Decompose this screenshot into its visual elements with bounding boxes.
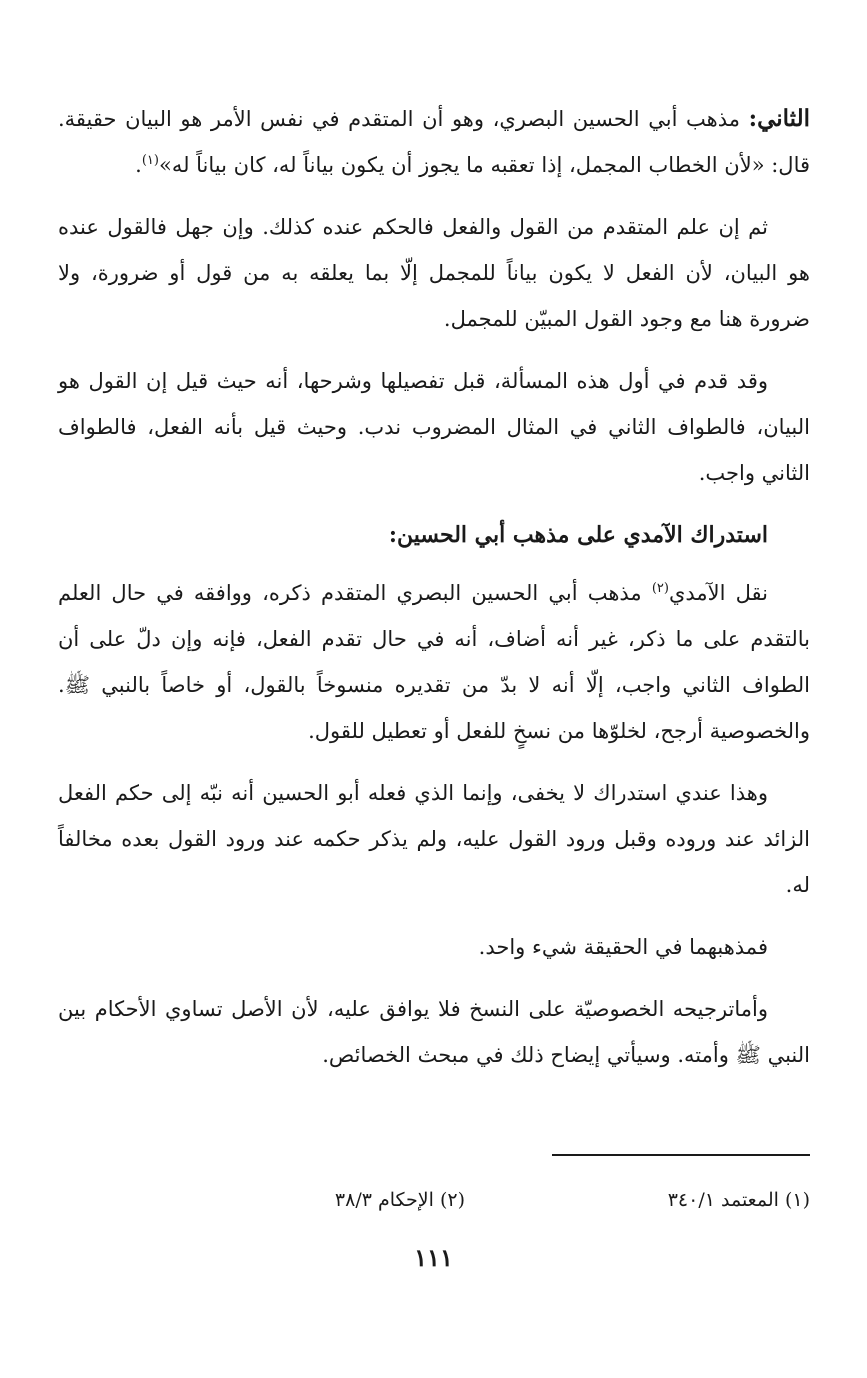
footnote-2: (٢) الإحكام ٣٨/٣ [334, 1189, 465, 1211]
footnote-separator [552, 1154, 810, 1156]
paragraph-earlier-statement: وقد قدم في أول هذه المسألة، قبل تفصيلها وشرحها، أنه حيث قيل إن القول هو البيان، فالطواف الثاني في المثال المضروب ندب. وحيث قيل بأنه الفعل، فالطواف الثاني واجب. [58, 369, 810, 485]
paragraph-amidi-report [58, 570, 810, 754]
page-number: ١١١ [414, 1243, 453, 1272]
section-heading: استدراك الآمدي على مذهب أبي الحسين: [388, 522, 768, 548]
footnote-marker-2: (٢) [651, 581, 669, 596]
paragraph-preference: وأماترجيحه الخصوصيّة على النسخ فلا يوافق عليه، لأن الأصل تساوي الأحكام بين النبي ﷺ وأمته. وسيأتي إيضاح ذلك في مبحث الخصائص. [58, 997, 810, 1067]
paragraph-abu-al-husayn-view [58, 96, 810, 188]
paragraph-conclusion: فمذهبهما في الحقيقة شيء واحد. [478, 935, 768, 959]
footnotes [58, 1180, 810, 1220]
main-text [58, 96, 810, 1094]
footnote-marker-1: (١) [141, 153, 159, 168]
paragraph-lead-word: الثاني: [748, 105, 810, 132]
paragraph-order-known: ثم إن علم المتقدم من القول والفعل فالحكم عنده كذلك. وإن جهل فالقول عنده هو البيان، لأن الفعل لا يكون بياناً للمجمل إلّا بما يعلقه به من قول أو ضرورة، ولا ضرورة هنا مع وجود القول المبيّن للمجمل. [58, 215, 810, 331]
paragraph-text: مذهب أبي الحسين البصري، وهو أن المتقدم في نفس الأمر هو البيان حقيقة. قال: «لأن الخطاب المجمل، إذا تعقبه ما يجوز أن يكون بياناً له، كان بياناً له» [58, 107, 810, 177]
paragraph-end-mark: . [135, 153, 142, 177]
paragraph-text: مذهب أبي الحسين البصري المتقدم ذكره، ووافقه في حال العلم بالتقدم على ما ذكر، غير أنه أضاف، أنه في حال تقدم الفعل، فإنه وإن دلّ على أن الطواف الثاني واجب، إلّا أنه لا بدّ من تقديره منسوخاً بالقول، أو خاصاً بالنبي ﷺ. والخصوصية أرجح، لخلوّها من نسخٍ للفعل أو تعطيل للقول. [58, 581, 810, 743]
paragraph-author-remark: وهذا عندي استدراك لا يخفى، وإنما الذي فعله أبو الحسين أنه نبّه إلى حكم الفعل الزائد عند وروده وقبل ورود القول عليه، ولم يذكر حكمه عند ورود القول بعده مخالفاً له. [58, 781, 810, 897]
footnote-1: (١) المعتمد ٣٤٠/١ [667, 1189, 810, 1211]
paragraph-text-start: نقل الآمدي [668, 581, 768, 605]
